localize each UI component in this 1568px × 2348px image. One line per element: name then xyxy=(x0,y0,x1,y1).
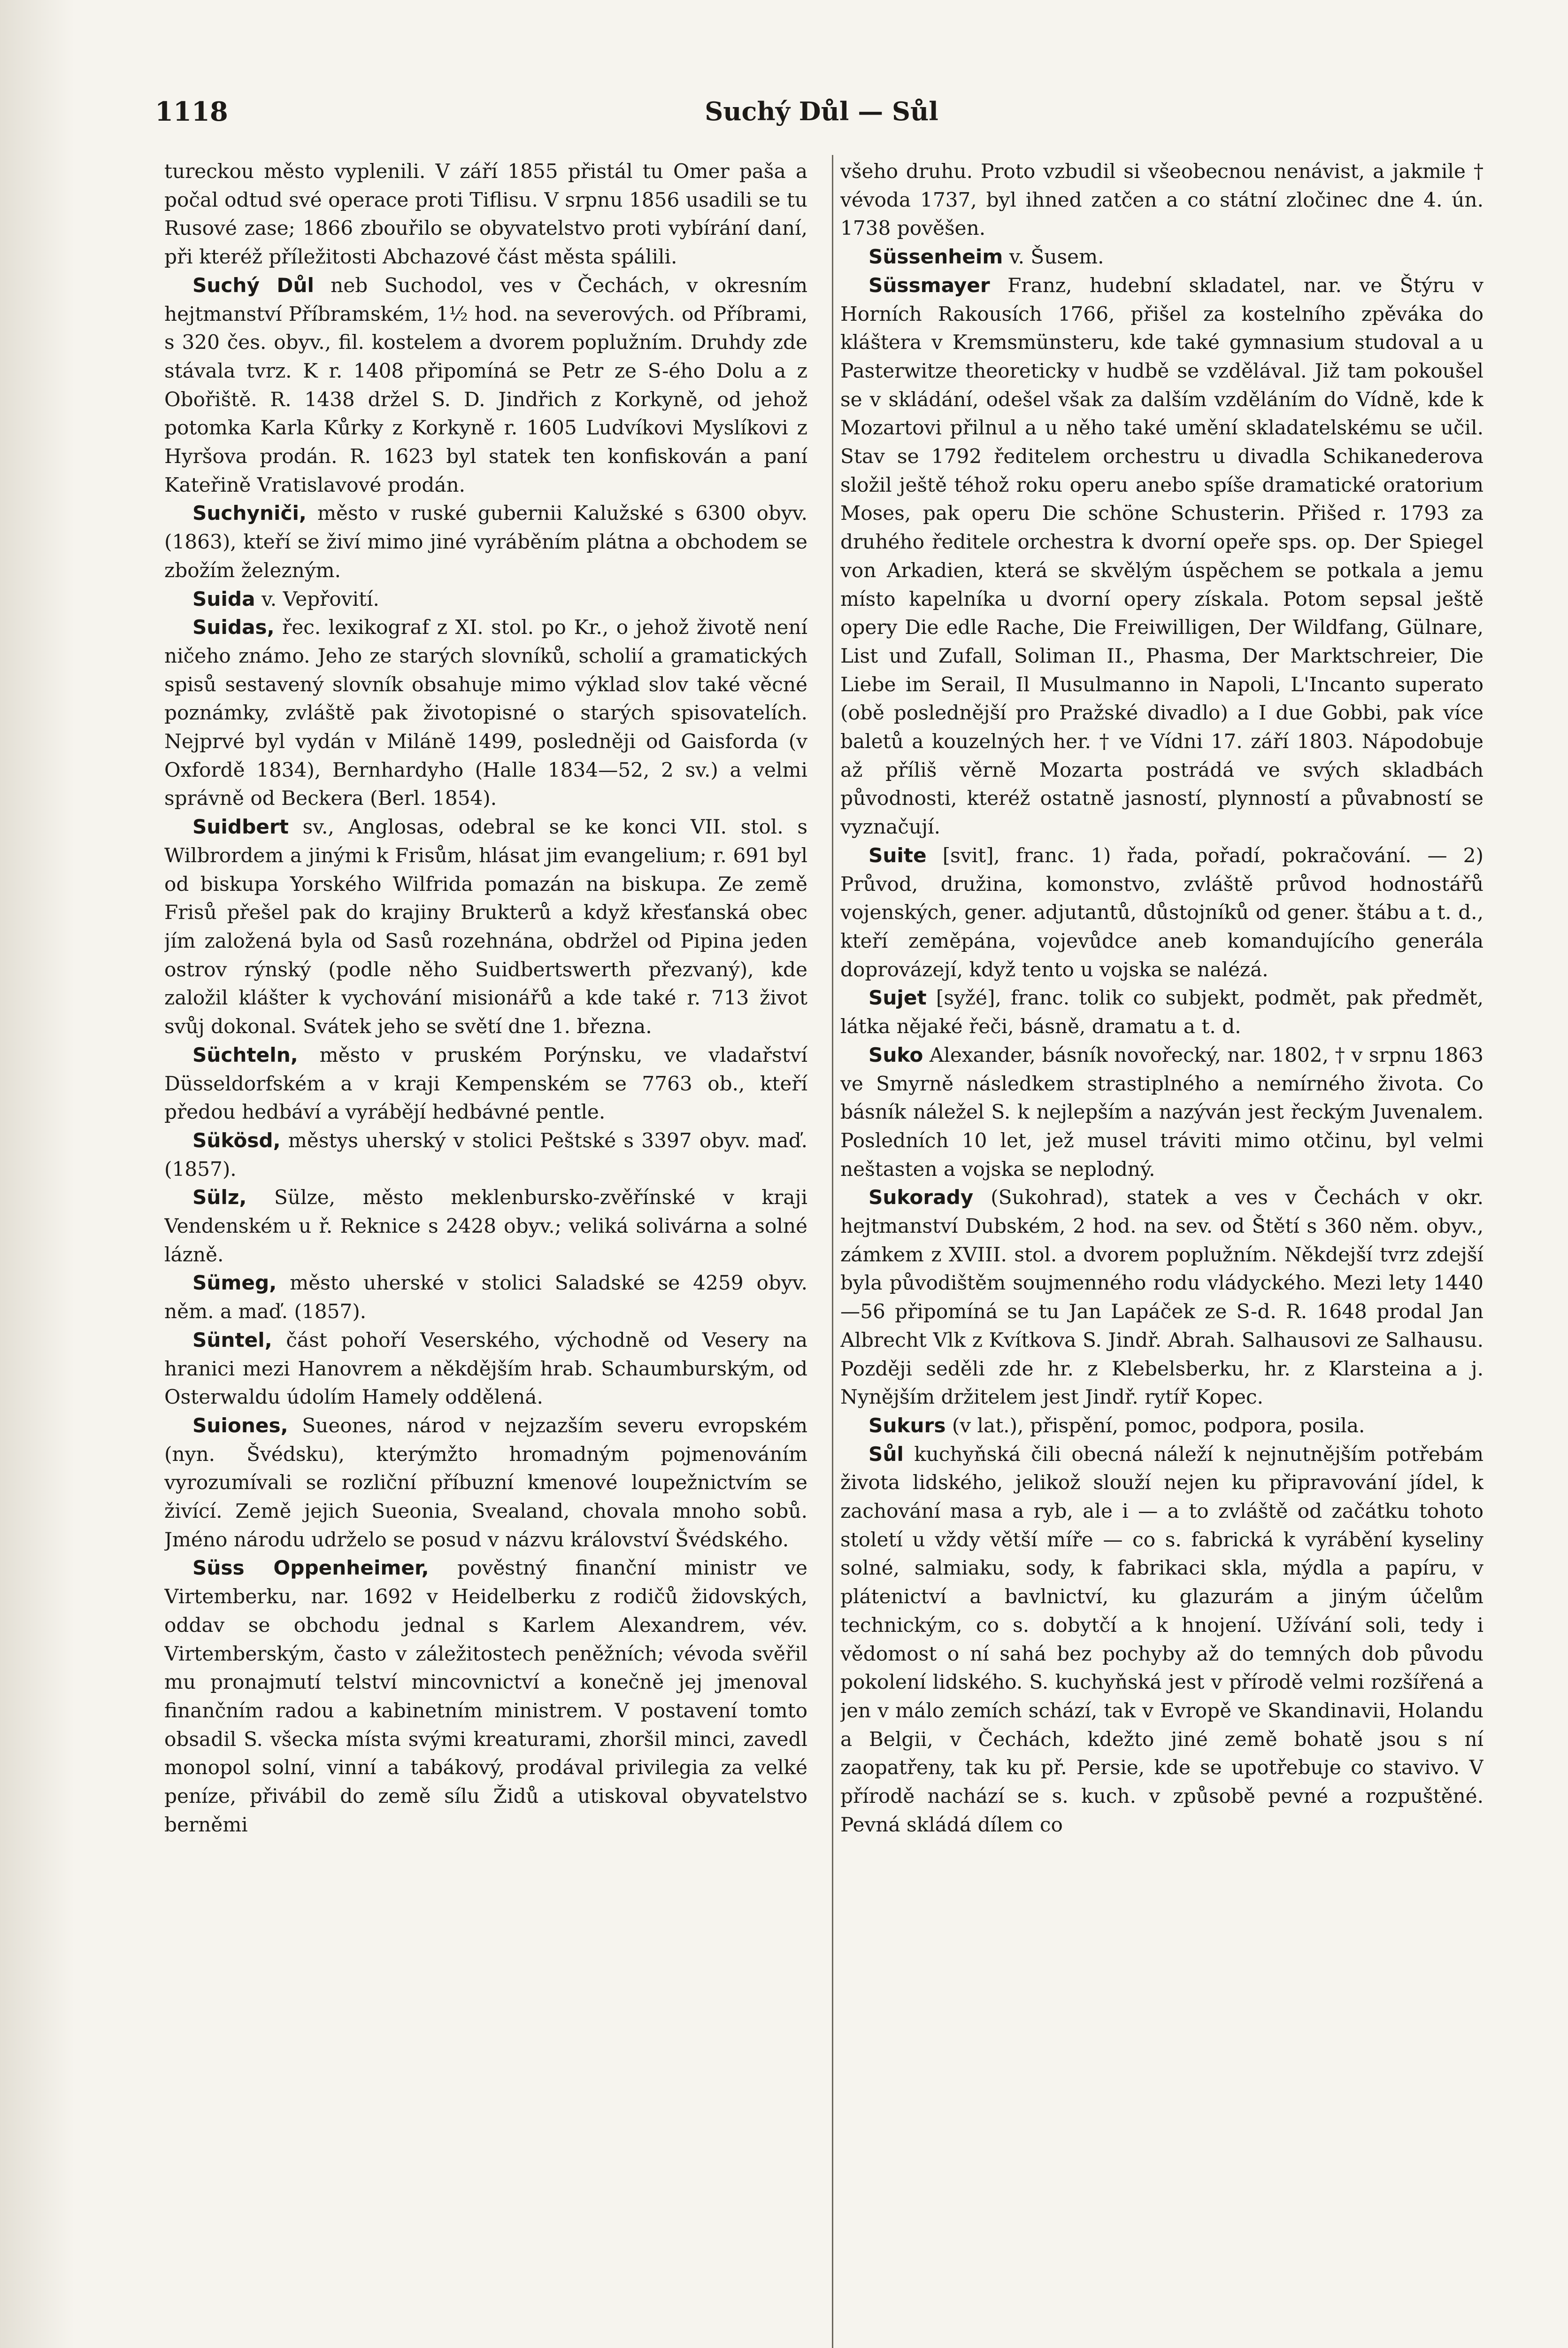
dictionary-entry xyxy=(164,613,807,813)
entry-headword: Süssmayer xyxy=(869,273,990,297)
dictionary-entry xyxy=(840,271,1483,842)
entry-headword: Suidbert xyxy=(192,815,289,839)
entry-text: kuchyňská čili obecná náleží k nejnutnějším potřebám života lidského, jelikož slouží nejen ku připravování jídel, k zachování masa a ryb, ale i — a to zvláště od začátku tohoto století u vždy větší míře — co s. fabrická k vyrábění kyseliny solné, salmiaku, sody, k fabrikaci skla, mýdla a papíru, v plátenictví a bavlnictví, ku glazurám a jiným účelům technickým, co s. dobytčí a k hnojení. Užívání soli, tedy i vědomost o ní sahá bez pochyby až do temných dob původu pokolení lidského. S. kuchyňská jest v přírodě velmi rozšířená a jen v málo zemích schází, tak v Evropě ve Skandinavii, Holandu a Belgii, v Čechách, kdežto jiné země bohatě jsou s ní zaopatřeny, tak ku př. Persie, kde se upotřebuje co stavivo. V přírodě nachází se s. kuch. v způsobě pevné a rozpuštěné. Pevná skládá dílem co xyxy=(840,1442,1483,1836)
right-column xyxy=(840,157,1483,2348)
entry-headword: Sukorady xyxy=(869,1186,974,1209)
dictionary-entry xyxy=(840,842,1483,984)
entry-headword: Suidas, xyxy=(192,616,275,639)
entry-text: v. Vepřovití. xyxy=(261,587,379,610)
entry-text: [svit], franc. 1) řada, pořadí, pokračování. — 2) Průvod, družina, komonstvo, zvláště průvod hodnostářů vojenských, gener. adjutantů, důstojníků od gener. štábu a t. d., kteří zeměpána, vojevůdce aneb komandujícího generála doprovázejí, když tento u vojska se nalézá. xyxy=(840,843,1483,981)
dictionary-entry xyxy=(164,585,807,614)
column-divider xyxy=(832,155,833,2348)
entry-text: Franz, hudební skladatel, nar. ve Štýru v Horních Rakousích 1766, přišel za kostelního zpěváka do kláštera v Kremsmünsteru, kde také gymnasium studoval a u Pasterwitze theoreticky v hudbě se vzdělával. Již tam pokoušel se v skládání, odešel však za dalším vzděláním do Vídně, kde k Mozartovi přilnul a u něho také umění skladatelskému se učil. Stav se 1792 ředitelem orchestru u divadla Schikanederova složil ještě téhož roku operu anebo spíše dramatické oratorium Moses, pak operu Die schöne Schusterin. Přišed r. 1793 za druhého ředitele orchestra k dvorní opeře sps. op. Der Spiegel von Arkadien, která se skvělým úspěchem se potkala a jemu místo kapelníka u dvorní opery získala. Potom sepsal ještě opery Die edle Rache, Die Freiwilligen, Der Wildfang, Gülnare, List und Zufall, Soliman II., Phasma, Der Marktschreier, Die Liebe im Serail, Il Musulmanno in Napoli, L'Incanto superato (obě poslednější pro Pražské divadlo) a I due Gobbi, pak více baletů a kouzelných her. † ve Vídni 17. září 1803. Nápodobuje až příliš věrně Mozarta postrádá ve svých skladbách původnosti, kteréž ostatně jasností, plynností a půvabností se vyznačují. xyxy=(840,273,1483,839)
entry-headword: Sükösd, xyxy=(192,1128,281,1152)
entry-text: všeho druhu. Proto vzbudil si všeobecnou nenávist, a jakmile † vévoda 1737, byl ihned zatčen a co státní zločinec dne 4. ún. 1738 pověšen. xyxy=(840,160,1483,240)
entry-headword: Süchteln, xyxy=(192,1043,298,1066)
entry-headword: Suida xyxy=(192,587,255,610)
entry-headword: Sümeg, xyxy=(192,1271,277,1295)
dictionary-entry xyxy=(164,271,807,500)
entry-text: městys uherský v stolici Peštské s 3397 obyv. maď. (1857). xyxy=(164,1128,807,1181)
dictionary-entry xyxy=(164,813,807,1041)
entry-headword: Sůl xyxy=(869,1442,904,1466)
entry-headword: Sujet xyxy=(869,986,927,1010)
dictionary-entry xyxy=(164,1554,807,1839)
entry-text: řec. lexikograf z XI. stol. po Kr., o jehož životě není ničeho známo. Jeho ze starých slovníků, scholií a gramatických spisů sestavený slovník obsahuje mimo výklad slov také věcné poznámky, zvláště pak životopisné o starých spisovatelích. Nejprvé byl vydán v Miláně 1499, posledněji od Gaisforda (v Oxfordě 1834), Bernhardyho (Halle 1834—52, 2 sv.) a velmi správně od Beckera (Berl. 1854). xyxy=(164,616,807,810)
entry-text: [syžé], franc. tolik co subjekt, podmět, pak předmět, látka nějaké řeči, básně, dramatu a t. d. xyxy=(840,986,1483,1038)
entry-text: neb Suchodol, ves v Čechách, v okresním hejtmanství Příbramském, 1½ hod. na severových. od Příbrami, s 320 čes. obyv., fil. kostelem a dvorem poplužním. Druhdy zde stávala tvrz. K r. 1408 připomíná se Petr ze S-ého Dolu a z Obořiště. R. 1438 držel S. D. Jindřich z Korkyně, od jehož potomka Karla Kůrky z Korkyně r. 1605 Ludvíkovi Myslíkovi z Hyršova prodán. R. 1623 byl statek ten konfiskován a paní Kateřině Vratislavové prodán. xyxy=(164,273,807,496)
entry-headword: Süssenheim xyxy=(869,245,1003,269)
entry-headword: Sukurs xyxy=(869,1413,946,1437)
entry-text: tureckou město vyplenili. V září 1855 přistál tu Omer paša a počal odtud své operace proti Tiflisu. V srpnu 1856 usadili se tu Rusové zase; 1866 zbouřilo se obyvatelstvo proti vybírání daní, při kteréž příležitosti Abchazové část města spálili. xyxy=(164,160,807,269)
entry-headword: Sülz, xyxy=(192,1186,247,1209)
entry-headword: Süss Oppenheimer, xyxy=(192,1556,429,1580)
dictionary-entry xyxy=(164,1412,807,1554)
dictionary-entry xyxy=(840,1440,1483,1839)
dictionary-entry xyxy=(164,1041,807,1127)
page-edge-shadow xyxy=(0,0,75,2348)
entry-headword: Suiones, xyxy=(192,1413,288,1437)
entry-text: (Sukohrad), statek a ves v Čechách v okr. hejtmanství Dubském, 2 hod. na sev. od Štětí s 360 něm. obyv., zámkem z XVIII. stol. a dvorem poplužním. Někdejší tvrz zdejší byla původištěm soujmenného rodu vládyckého. Mezi lety 1440—56 připomíná se tu Jan Lapáček ze S-d. R. 1648 prodal Jan Albrecht Vlk z Kvítkova S. Jindř. Abrah. Salhausovi ze Salhausu. Později seděli zde hr. z Klebelsberku, hr. z Klarsteina a j. Nynějším držitelem jest Jindř. rytíř Kopec. xyxy=(840,1186,1483,1409)
entry-text: město v pruském Porýnsku, ve vladařství Düsseldorfském a v kraji Kempenském se 7763 ob., kteří předou hedbáví a vyrábějí hedbávné pentle. xyxy=(164,1043,807,1124)
dictionary-entry xyxy=(164,1183,807,1269)
entry-text: Sülze, město meklenbursko-zvěřínské v kraji Vendenském u ř. Reknice s 2428 obyv.; veliká solivárna a solné lázně. xyxy=(164,1186,807,1266)
dictionary-entry xyxy=(840,1183,1483,1412)
entry-headword: Suchyniči, xyxy=(192,502,307,525)
page-number: 1118 xyxy=(155,96,228,127)
dictionary-entry xyxy=(164,157,807,271)
dictionary-entry xyxy=(840,984,1483,1041)
entry-text: sv., Anglosas, odebral se ke konci VII. stol. s Wilbrordem a jinými k Frisům, hlásat jim evangelium; r. 691 byl od biskupa Yorského Wilfrida pomazán na biskupa. Ze země Frisů přešel pak do krajiny Brukterů a když křesťanská obec jím založená byla od Sasů rozehnána, obdržel od Pipina jeden ostrov rýnský (podle něho Suidbertswerth přezvaný), kde založil klášter k vychování misionářů a kde také r. 713 život svůj dokonal. Svátek jeho se světí dne 1. března. xyxy=(164,815,807,1038)
dictionary-entry xyxy=(840,243,1483,271)
dictionary-entry xyxy=(164,1326,807,1412)
dictionary-entry xyxy=(164,1269,807,1326)
dictionary-entry xyxy=(840,1041,1483,1184)
entry-text: město v ruské gubernii Kalužské s 6300 obyv. (1863), kteří se živí mimo jiné vyráběním plátna a obchodem se zbožím železným. xyxy=(164,502,807,582)
dictionary-entry xyxy=(840,157,1483,243)
entry-text: část pohoří Veserského, východně od Vesery na hranici mezi Hanovrem a někdějším hrab. Schaumburským, od Osterwaldu údolím Hamely oddělená. xyxy=(164,1328,807,1409)
dictionary-entry xyxy=(164,1127,807,1183)
left-column xyxy=(164,157,807,2348)
entry-text: v. Šusem. xyxy=(1009,245,1104,269)
dictionary-entry xyxy=(840,1412,1483,1440)
entry-headword: Suchý Důl xyxy=(192,273,314,297)
entry-headword: Suko xyxy=(869,1043,923,1066)
entry-headword: Suite xyxy=(869,843,927,867)
entry-text: Sueones, národ v nejzazším severu evropském (nyn. Švédsku), kterýmžto hromadným pojmenováním vyrozumívali se rozliční příbuzní kmenové loupežnictvím se živící. Země jejich Sueonia, Svealand, chovala mnoho sobů. Jméno národu udrželo se posud v názvu království Švédského. xyxy=(164,1413,807,1551)
entry-text: (v lat.), přispění, pomoc, podpora, posila. xyxy=(952,1413,1365,1437)
entry-text: Alexander, básník novořecký, nar. 1802, † v srpnu 1863 ve Smyrně následkem strastiplného a nemírného života. Co básník náležel S. k nejlepším a nazýván jest řeckým Juvenalem. Posledních 10 let, jež musel tráviti mimo otčinu, byl velmi neštasten a vojska se neplodný. xyxy=(840,1043,1483,1181)
entry-headword: Süntel, xyxy=(192,1328,272,1352)
entry-text: pověstný finanční ministr ve Virtemberku, nar. 1692 v Heidelberku z rodičů židovských, oddav se obchodu jednal s Karlem Alexandrem, vév. Virtemberským, často v záležitostech peněžních; vévoda svěřil mu pronajmutí telství mincovnictví a konečně jej jmenoval finančním radou a kabinetním ministrem. V postavení tomto obsadil S. všecka místa svými kreaturami, zhoršil minci, zavedl monopol solní, vinní a tabákový, prodával privilegia za velké peníze, přivábil do země sílu Židů a utiskoval obyvatelstvo berněmi xyxy=(164,1556,807,1836)
running-title: Suchý Důl — Sůl xyxy=(705,96,938,126)
entry-text: město uherské v stolici Saladské se 4259 obyv. něm. a maď. (1857). xyxy=(164,1271,807,1323)
page-header xyxy=(155,96,1488,134)
dictionary-entry xyxy=(164,499,807,585)
